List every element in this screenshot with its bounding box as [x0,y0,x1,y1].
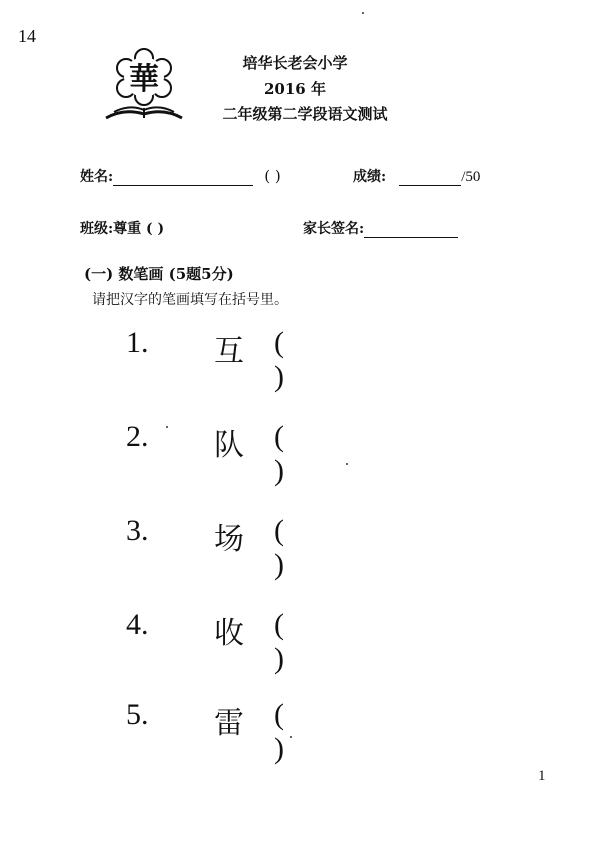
answer-bracket[interactable]: ( ) [274,514,284,581]
question-character: 互 [214,334,244,369]
answer-bracket[interactable]: ( ) [274,326,284,393]
logo-character: 華 [129,62,159,97]
answer-bracket[interactable]: ( ) [274,698,284,765]
name-label: 姓名: [80,169,114,185]
question-character: 队 [214,428,244,463]
name-bracket: ( ) [264,167,281,185]
question-number: 3. [126,514,149,547]
class-value: 尊重 ( ) [113,221,165,237]
question-character: 收 [214,616,244,651]
test-year: 2016 年 [264,80,326,98]
parent-signature-label: 家长签名: [303,221,365,237]
question-character: 雷 [214,706,244,741]
test-title: 二年级第二学段语文测试 [222,105,388,123]
score-blank[interactable] [399,171,461,186]
scan-speck [346,463,348,465]
question-number: 5. [126,698,149,731]
question-number: 4. [126,608,149,641]
name-blank[interactable] [113,171,253,186]
question-number: 2. [126,420,149,453]
scan-speck [166,426,168,428]
class-field [80,218,164,238]
question-number: 1. [126,326,149,359]
score-total: /50 [461,169,481,185]
score-label: 成绩: [353,169,387,185]
class-label: 班级: [80,221,114,237]
section-heading: (一) 数笔画 (5题5分) [84,265,234,283]
question-character: 场 [214,522,244,557]
name-field [80,166,281,186]
school-name: 培华长老会小学 [242,54,348,72]
parent-signature-field [303,218,458,238]
section-instruction: 请把汉字的笔画填写在括号里。 [92,292,288,308]
score-field [353,166,480,186]
answer-bracket[interactable]: ( ) [274,608,284,675]
scan-speck [362,12,364,14]
scan-speck [290,736,292,738]
parent-signature-blank[interactable] [364,223,458,238]
handwritten-page-note: 14 [18,26,36,46]
answer-bracket[interactable]: ( ) [274,420,284,487]
page-number: 1 [538,768,546,784]
